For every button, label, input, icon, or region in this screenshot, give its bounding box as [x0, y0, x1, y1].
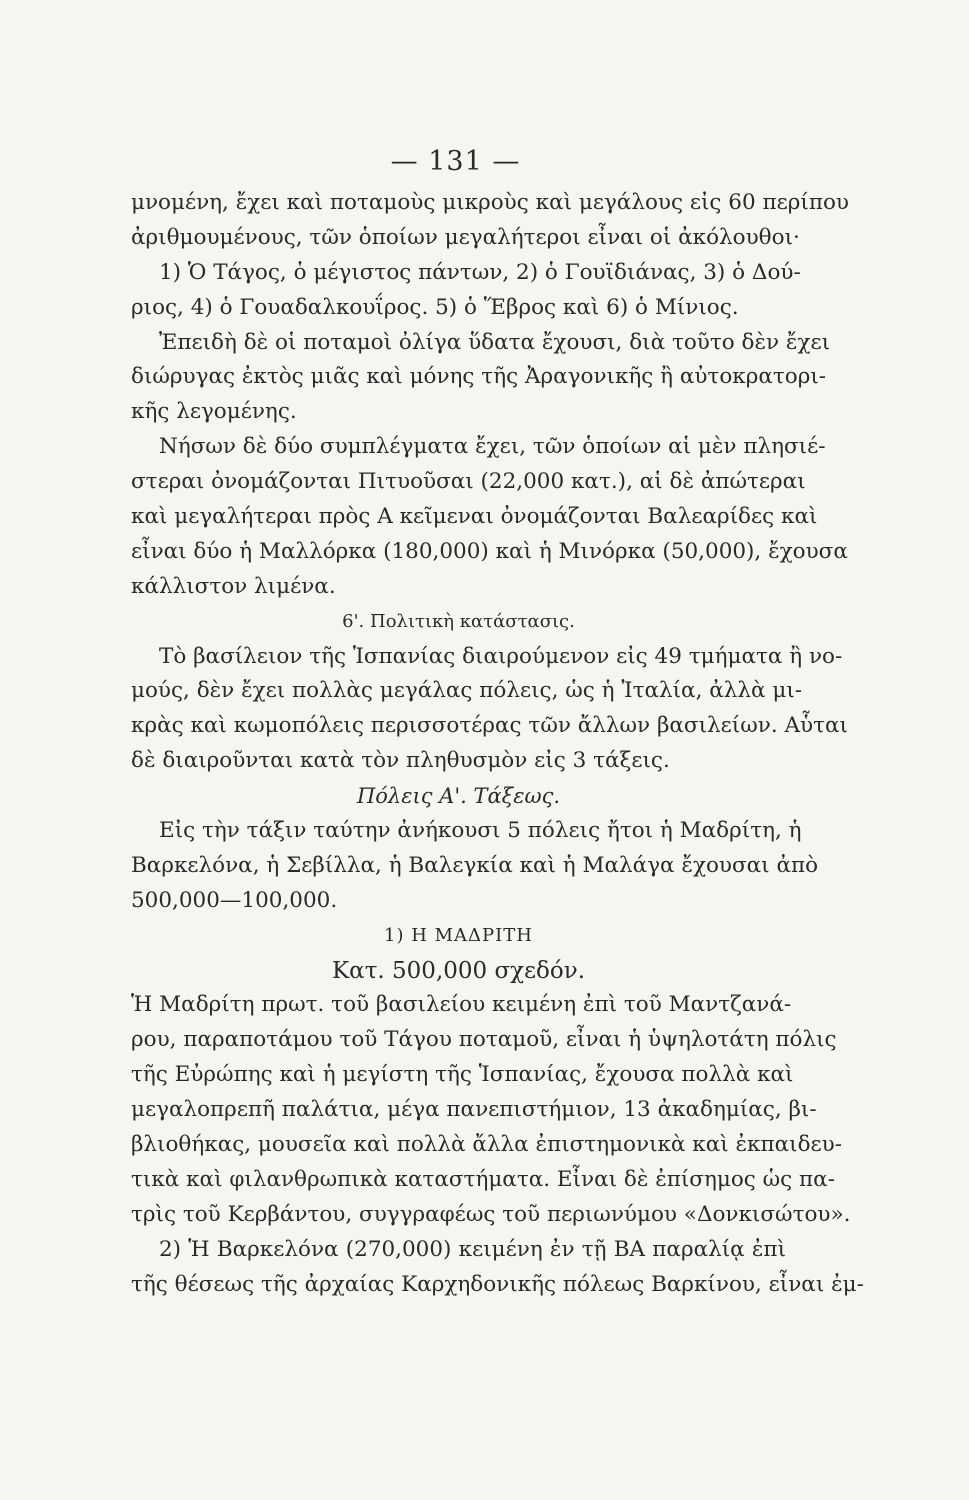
text-line: στεραι ὀνομάζονται Πιτυοῦσαι (22,000 κατ.), αἱ δὲ ἀπώτεραι	[131, 469, 806, 495]
city-population: Κατ. 500,000 σχεδόν.	[331, 957, 586, 984]
text-line: τρὶς τοῦ Κερβάντου, συγγραφέως τοῦ περιωνύμου «Δονκισώτου».	[131, 1201, 851, 1227]
text-line: Βαρκελόνα, ἡ Σεβίλλα, ἡ Βαλεγκία καὶ ἡ Μαλάγα ἔχουσαι ἀπὸ	[131, 852, 819, 878]
section-heading: 6'. Πολιτικὴ κατάστασις.	[342, 610, 575, 632]
text-line: κῆς λεγομένης.	[131, 399, 297, 425]
text-line: εἶναι δύο ἡ Μαλλόρκα (180,000) καὶ ἡ Μινόρκα (50,000), ἔχουσα	[131, 538, 848, 564]
text-line: Νήσων δὲ δύο συμπλέγματα ἔχει, τῶν ὁποίων αἱ μὲν πλησιέ-	[159, 434, 826, 460]
text-line: κρὰς καὶ κωμοπόλεις περισσοτέρας τῶν ἄλλων βασιλείων. Αὗται	[131, 713, 848, 739]
text-line: κάλλιστον λιμένα.	[131, 573, 336, 599]
text-line: ρου, παραποτάμου τοῦ Τάγου ποταμοῦ, εἶναι ἡ ὑψηλοτάτη πόλις	[131, 1027, 837, 1053]
text-line: ἀριθμουμένους, τῶν ὁποίων μεγαλήτεροι εἶναι οἱ ἀκόλουθοι·	[131, 224, 800, 250]
page-number: — 131 —	[390, 146, 521, 177]
text-line: 1) Ὁ Τάγος, ὁ μέγιστος πάντων, 2) ὁ Γουϊδιάνας, 3) ὁ Δού-	[159, 259, 801, 285]
text-line: Ἐπειδὴ δὲ οἱ ποταμοὶ ὀλίγα ὕδατα ἔχουσι, διὰ τοῦτο δὲν ἔχει	[159, 329, 831, 355]
city-heading: 1) Η ΜΑΔΡΙΤΗ	[384, 924, 533, 946]
text-line: 2) Ἡ Βαρκελόνα (270,000) κειμένη ἐν τῇ ΒΑ παραλίᾳ ἐπὶ	[159, 1236, 786, 1262]
body-text	[131, 186, 864, 1303]
text-line: τῆς θέσεως τῆς ἀρχαίας Καρχηδονικῆς πόλεως Βαρκίνου, εἶναι ἐμ-	[131, 1271, 864, 1297]
text-line: βλιοθήκας, μουσεῖα καὶ πολλὰ ἄλλα ἐπιστημονικὰ καὶ ἐκπαιδευ-	[131, 1132, 842, 1158]
text-line: ριος, 4) ὁ Γουαδαλκουΐρος. 5) ὁ Ἕβρος καὶ 6) ὁ Μίνιος.	[131, 294, 739, 320]
text-line: μνομένη, ἔχει καὶ ποταμοὺς μικροὺς καὶ μεγάλους εἰς 60 περίπου	[131, 190, 849, 215]
text-line: δὲ διαιροῦνται κατὰ τὸν πληθυσμὸν εἰς 3 τάξεις.	[131, 748, 670, 774]
text-line: Ἡ Μαδρίτη πρωτ. τοῦ βασιλείου κειμένη ἐπὶ τοῦ Μαντζανά-	[131, 992, 792, 1018]
text-line: μούς, δὲν ἔχει πολλὰς μεγάλας πόλεις, ὡς ἡ Ἰταλία, ἀλλὰ μι-	[131, 678, 803, 704]
text-line: διώρυγας ἐκτὸς μιᾶς καὶ μόνης τῆς Ἀραγονικῆς ἢ αὐτοκρατορι-	[131, 364, 827, 390]
subsection-heading: Πόλεις Α'. Τάξεως.	[356, 784, 561, 809]
text-line: Εἰς τὴν τάξιν ταύτην ἀνήκουσι 5 πόλεις ἤτοι ἡ Μαδρίτη, ἡ	[159, 818, 802, 844]
text-line: 500,000—100,000.	[131, 887, 338, 913]
text-line: καὶ μεγαλήτεραι πρὸς Α κεῖμεναι ὀνομάζονται Βαλεαρίδες καὶ	[131, 504, 818, 530]
text-line: τῆς Εὐρώπης καὶ ἡ μεγίστη τῆς Ἱσπανίας, ἔχουσα πολλὰ καὶ	[131, 1062, 794, 1088]
text-line: τικὰ καὶ φιλανθρωπικὰ καταστήματα. Εἶναι δὲ ἐπίσημος ὡς πα-	[131, 1166, 835, 1192]
text-line: μεγαλοπρεπῆ παλάτια, μέγα πανεπιστήμιον, 13 ἀκαδημίας, βι-	[131, 1097, 817, 1123]
text-line: Τὸ βασίλειον τῆς Ἱσπανίας διαιρούμενον εἰς 49 τμήματα ἢ νο-	[159, 643, 843, 669]
